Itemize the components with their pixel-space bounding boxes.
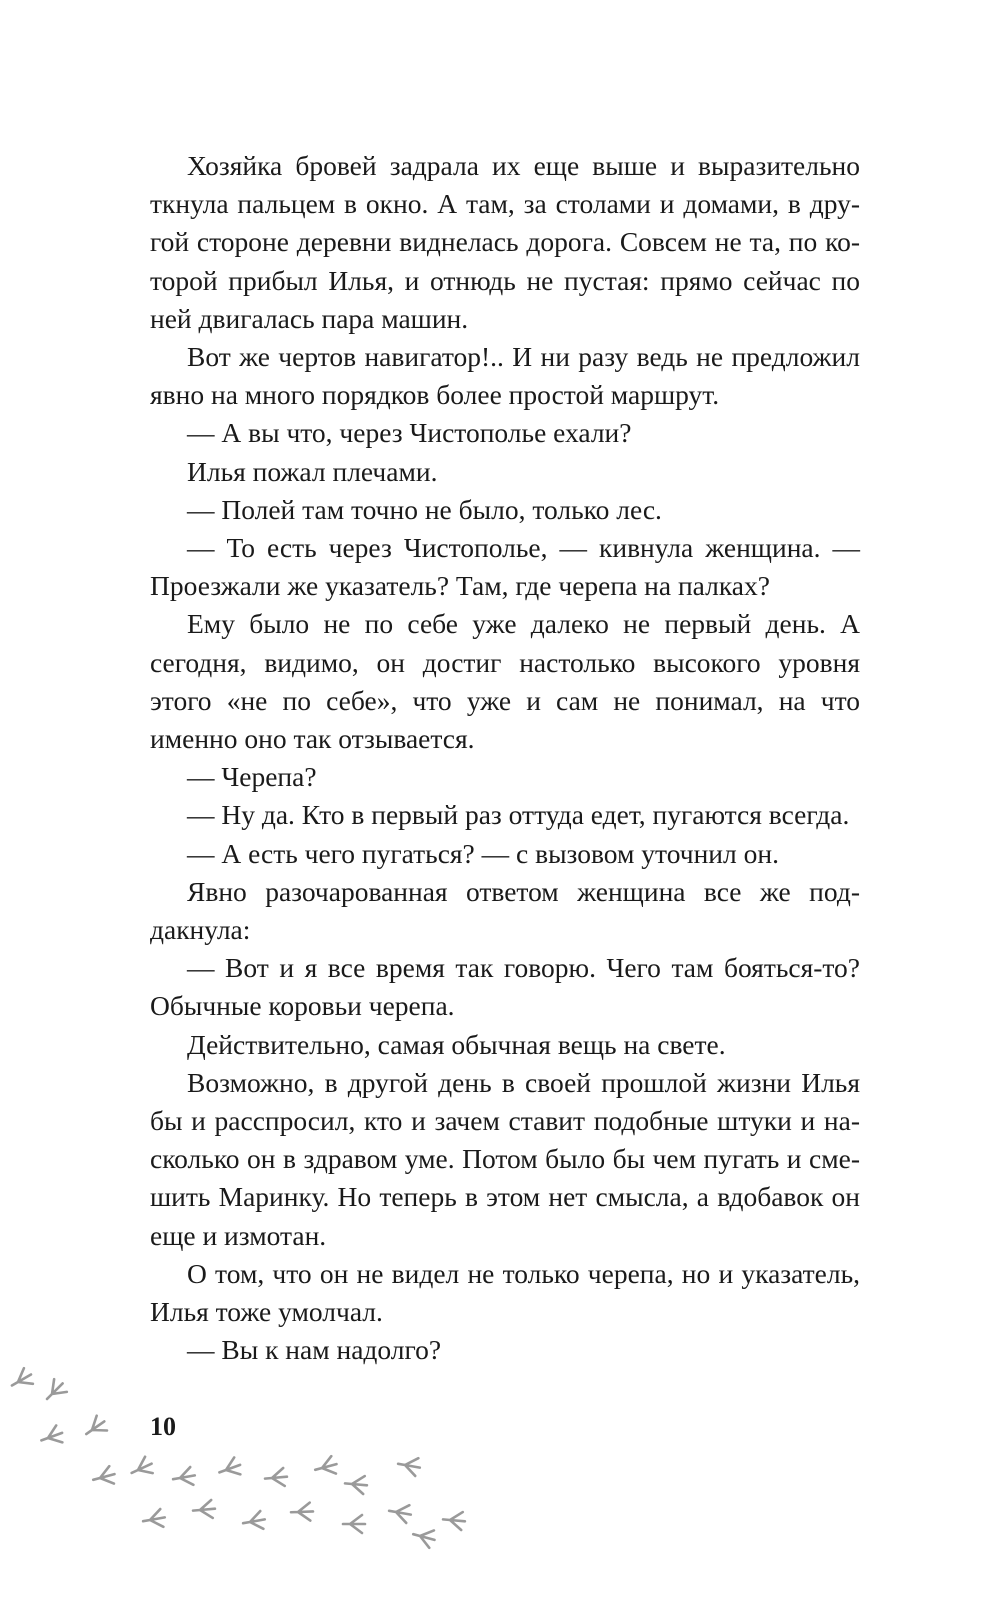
paragraph: — Черепа? (187, 761, 317, 793)
bird-track-icon (344, 1474, 367, 1494)
bird-track-icon (442, 1510, 465, 1530)
bird-track-icon (411, 1525, 437, 1548)
bird-track-icon (264, 1468, 287, 1488)
bird-track-icon (142, 1509, 167, 1531)
paragraph: Возможно, в другой день в своей прошлой жизни Илья бы и расспросил, кто и зачем ставит подобные штуки и насколько он в здравом уме. Потом было бы чем пугать и смешить Маринку. Но теперь в этом нет смысла, а вдобавок он еще и измотан. (150, 1066, 860, 1251)
paragraph: Вот же чертов навигатор!.. И ни разу ведь не предложил явно на много порядков более простой маршрут. (150, 341, 860, 411)
bird-track-icon (7, 1367, 35, 1394)
paragraph: О том, что он не видел не только черепа, но и указатель, Илья тоже умолчал. (150, 1257, 860, 1328)
bird-track-icon (216, 1456, 243, 1480)
book-page-text (150, 147, 860, 1370)
paragraph: — А есть чего пугаться? — с вызовом уточнил он. (187, 837, 779, 869)
paragraph: — Вот и я все время так говорю. Чего там бояться-то? Обычные коровьи черепа. (150, 952, 860, 1022)
bird-track-icon (397, 1455, 422, 1477)
bird-track-icon (38, 1424, 65, 1448)
paragraph: — Ну да. Кто в первый раз оттуда едет, пугаются всегда. (187, 799, 850, 831)
paragraph: Ему было не по себе уже далеко не первый день. А сегодня, видимо, он достиг настолько высокого уровня этого «не по себе», что уже и сам не понимал, на что именно оно так отзывается. (150, 608, 860, 755)
bird-track-icon (41, 1377, 69, 1405)
paragraph: — То есть через Чистополье, — кивнула женщина. — Проезжали же указатель? Там, где черепа на палках? (150, 532, 860, 602)
paragraph: — А вы что, через Чистополье ехали? (187, 417, 632, 449)
bird-track-group (7, 1367, 465, 1549)
bird-track-icon (388, 1502, 413, 1524)
bird-track-icon (91, 1465, 117, 1488)
bird-track-icon (242, 1511, 267, 1533)
bird-track-icon (128, 1456, 156, 1482)
bird-track-icon (172, 1467, 197, 1489)
bird-track-icon (313, 1455, 339, 1478)
bird-track-icon (81, 1414, 109, 1441)
bird-track-icon (291, 1502, 314, 1521)
page-number: 10 (150, 1412, 176, 1441)
bird-tracks-icon (0, 1360, 480, 1600)
bird-track-icon (192, 1500, 215, 1520)
paragraph: Явно разочарованная ответом женщина все же поддакнула: (150, 875, 860, 946)
bird-track-icon (343, 1515, 365, 1533)
paragraph: — Вы к нам надолго? (187, 1334, 442, 1366)
paragraph: Хозяйка бровей задрала их еще выше и выразительно ткнула пальцем в окно. А там, за столами и домами, в другой стороне деревни виднелась дорога. Совсем не та, по которой прибыл Илья, и отнюдь не пустая: прямо сейчас по ней двигалась пара машин. (150, 150, 860, 334)
paragraph: Действительно, самая обычная вещь на свете. (187, 1028, 726, 1060)
paragraph: — Полей там точно не было, только лес. (187, 493, 662, 525)
paragraph: Илья пожал плечами. (187, 455, 438, 487)
